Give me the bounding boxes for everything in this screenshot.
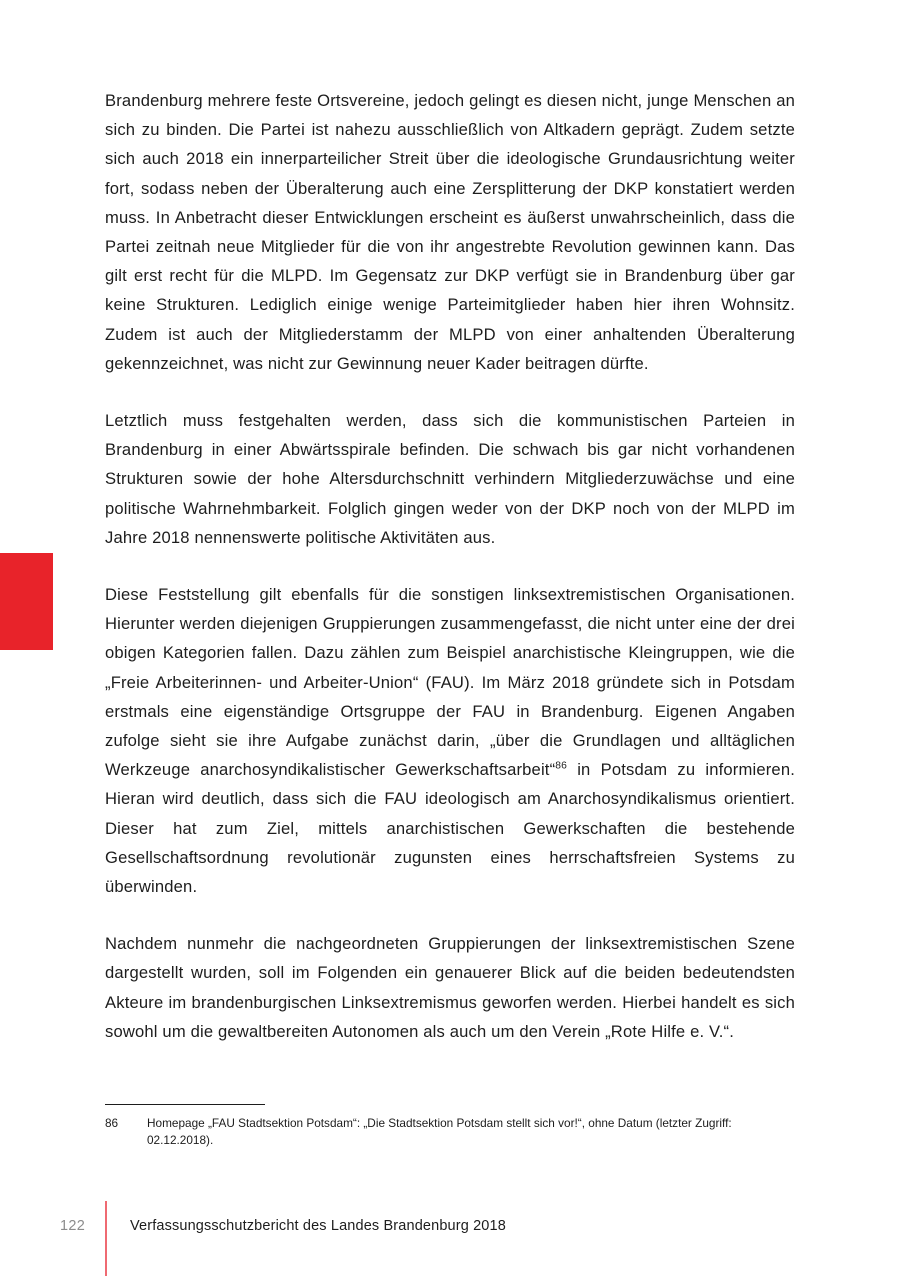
page-footer bbox=[0, 1196, 900, 1276]
footnote-section bbox=[105, 1104, 795, 1148]
footnote-text: Homepage „FAU Stadtsektion Potsdam“: „Die Stadtsektion Potsdam stellt sich vor!“, ohne Datum (letzter Zugriff: 02.12.2018). bbox=[147, 1116, 732, 1147]
footer-divider-rule bbox=[105, 1201, 107, 1276]
body-paragraph-1: Brandenburg mehrere feste Ortsvereine, jedoch gelingt es diesen nicht, junge Menschen an sich zu binden. Die Partei ist nahezu ausschließlich von Altkadern geprägt. Zudem setzte sich auch 2018 ein innerparteilicher Streit über die ideologische Grundausrichtung weiter fort, sodass neben der Überalterung auch eine Zersplitterung der DKP konstatiert werden muss. In Anbetracht dieser Entwicklungen erscheint es äußerst unwahrscheinlich, dass die Partei zeitnah neue Mitglieder für die von ihr angestrebte Revolution gewinnen kann. Das gilt erst recht für die MLPD. Im Gegensatz zur DKP verfügt sie in Brandenburg über gar keine Strukturen. Lediglich einige wenige Parteimitglieder haben hier ihren Wohnsitz. Zudem ist auch der Mitgliederstamm der MLPD von einer anhaltenden Überalterung gekennzeichnet, was nicht zur Gewinnung neuer Kader beitragen dürfte. bbox=[105, 91, 795, 373]
body-paragraph-2: Letztlich muss festgehalten werden, dass sich die kommunistischen Parteien in Brandenburg in einer Abwärtsspirale befinden. Die schwach bis gar nicht vorhandenen Strukturen sowie der hohe Altersdurchschnitt verhindern Mitgliederzuwächse und eine politische Wahrnehmbarkeit. Folglich gingen weder von der DKP noch von der MLPD im Jahre 2018 nennenswerte politische Aktivitäten aus. bbox=[105, 411, 795, 547]
footnote-separator-rule bbox=[105, 1104, 265, 1105]
footnote-reference-86[interactable]: 86 bbox=[555, 760, 568, 772]
body-paragraph-4: Nachdem nunmehr die nachgeordneten Gruppierungen der linksextremistischen Szene dargestellt wurden, soll im Folgenden ein genauerer Blick auf die beiden bedeutendsten Akteure im brandenburgischen Linksextremismus geworfen werden. Hierbei handelt es sich sowohl um die gewaltbereiten Autonomen als auch um den Verein „Rote Hilfe e. V.“. bbox=[105, 934, 795, 1041]
footnote-number: 86 bbox=[105, 1116, 119, 1130]
page-number: 122 bbox=[60, 1218, 86, 1234]
footnote-item bbox=[105, 1115, 795, 1148]
body-text-column bbox=[105, 86, 795, 1046]
footer-report-title: Verfassungsschutzbericht des Landes Brandenburg 2018 bbox=[130, 1218, 506, 1234]
body-paragraph-3 bbox=[105, 580, 795, 901]
paragraph-3-text-before-footnote: Diese Feststellung gilt ebenfalls für die sonstigen linksextremistischen Organisationen. Hierunter werden diejenigen Gruppierungen zusammengefasst, die nicht unter eine der drei obigen Kategorien fallen. Dazu zählen zum Beispiel anarchistische Kleingruppen, wie die „Freie Arbeiterinnen- und Arbeiter-Union“ (FAU). Im März 2018 gründete sich in Potsdam erstmals eine eigenständige Ortsgruppe der FAU in Brandenburg. Eigenen Angaben zufolge sieht sie ihre Aufgabe zunächst darin, „über die Grundlagen und alltäglichen Werkzeuge anarchosyndikalistischer Gewerkschaftsarbeit“ bbox=[105, 585, 795, 780]
paragraph-3-text-after-footnote: in Potsdam zu informieren. Hieran wird deutlich, dass sich die FAU ideologisch am Anarchosyndikalismus orientiert. Dieser hat zum Ziel, mittels anarchistischen Gewerkschaften die bestehende Gesellschaftsordnung revolutionär zugunsten eines herrschaftsfreien Systems zu überwinden. bbox=[105, 760, 795, 897]
chapter-thumb-index-tab bbox=[0, 553, 53, 650]
